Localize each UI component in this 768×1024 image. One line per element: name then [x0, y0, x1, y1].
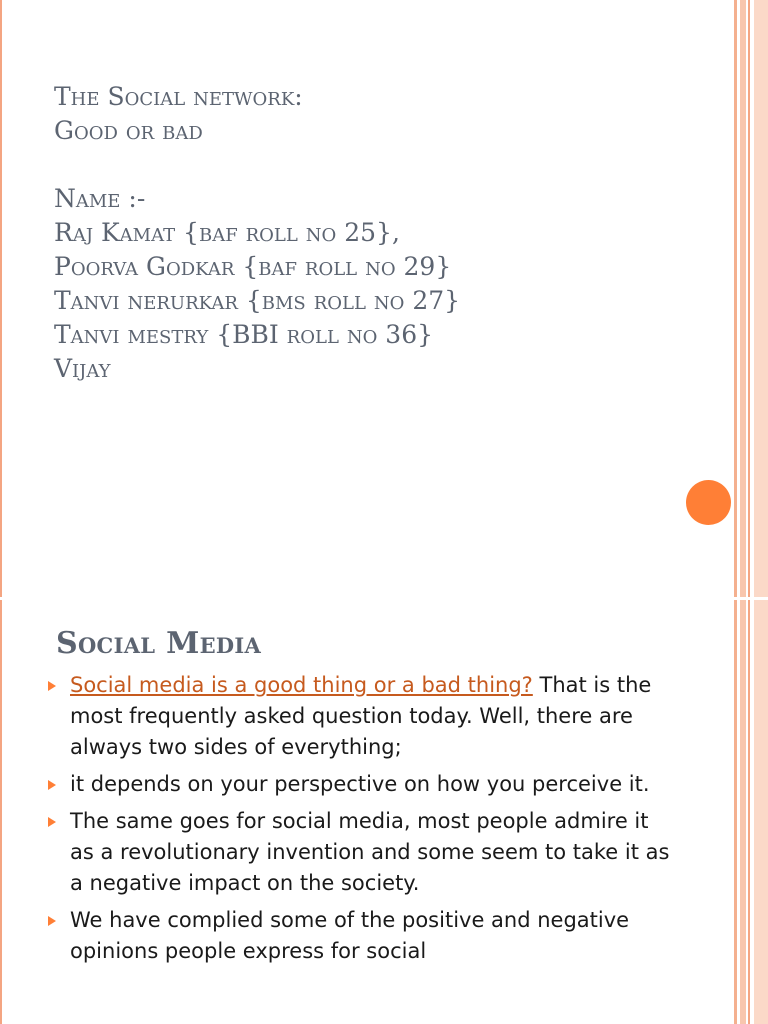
bullet-text: it depends on your perspective on how you perceive it. — [70, 772, 650, 796]
right-decorative-band — [734, 0, 768, 600]
member-item: Poorva Godkar {baf roll no 29} — [54, 252, 452, 281]
member-item: Tanvi nerurkar {bms roll no 27} — [54, 286, 461, 315]
slide-title-line1: The Social network: — [54, 82, 303, 111]
social-media-slide — [0, 600, 768, 1024]
title-block — [54, 80, 460, 386]
bullet-text: We have complied some of the positive and negative opinions people express for social — [70, 908, 630, 963]
bullet-item — [46, 769, 676, 800]
right-decorative-band — [734, 600, 768, 1024]
bullet-text: That is the most frequently asked question today. Well, there are always two sides of everything; — [70, 673, 652, 759]
orange-circle-decoration — [686, 480, 731, 525]
bullet-item — [46, 670, 676, 763]
arrow-bullet-icon — [48, 916, 56, 926]
left-border — [0, 0, 2, 600]
question-link[interactable]: Social media is a good thing or a bad thing? — [70, 673, 533, 697]
member-item: Vijay — [54, 354, 111, 383]
bullet-text: The same goes for social media, most people admire it as a revolutionary invention and some seem to take it as a negative impact on the society. — [70, 809, 670, 895]
arrow-bullet-icon — [48, 681, 56, 691]
bullet-item — [46, 806, 676, 899]
arrow-bullet-icon — [48, 780, 56, 790]
member-item: Tanvi mestry {BBI roll no 36} — [54, 320, 434, 349]
name-label: Name :- — [54, 184, 146, 213]
arrow-bullet-icon — [48, 817, 56, 827]
left-border — [0, 600, 2, 1024]
slide-heading: Social Media — [56, 626, 262, 661]
bullet-list — [46, 670, 676, 973]
bullet-item — [46, 905, 676, 967]
member-item: Raj Kamat {baf roll no 25}, — [54, 218, 400, 247]
slide-title-line2: Good or bad — [54, 116, 203, 145]
